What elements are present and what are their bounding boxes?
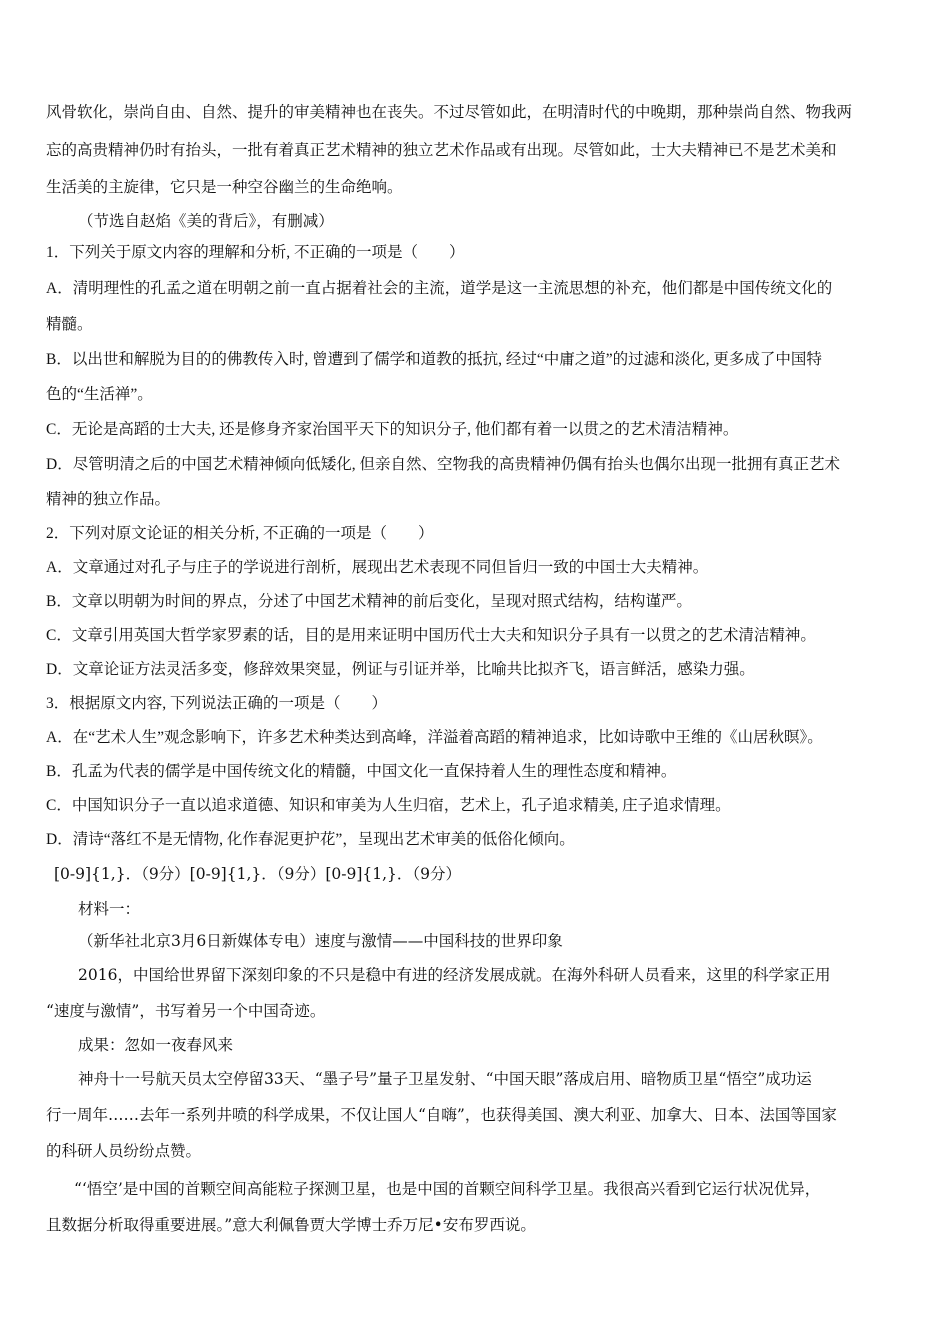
news-headline: （新华社北京3月6日新媒体专电）速度与激情——中国科技的世界印象 bbox=[78, 932, 563, 950]
text-line: 生活美的主旋律，它只是一种空谷幽兰的生命绝响。 bbox=[46, 178, 403, 196]
question-1-option-c: C．无论是高蹈的士大夫, 还是修身齐家治国平天下的知识分子, 他们都有着一以贯之的艺术清洁精神。 bbox=[46, 421, 739, 438]
question-2-stem: 2．下列对原文论证的相关分析, 不正确的一项是（ ） bbox=[46, 525, 434, 542]
text-line: 行一周年……去年一系列井喷的科学成果，不仅让国人“自嗨”，也获得美国、澳大利亚、加拿大、日本、法国等国家 bbox=[46, 1106, 837, 1124]
source-note: （节选自赵焰《美的背后》，有删减） bbox=[78, 212, 334, 230]
question-3-option-b: B．孔孟为代表的儒学是中国传统文化的精髓，中国文化一直保持着人生的理性态度和精神。 bbox=[46, 763, 677, 780]
text-line: 风骨软化，崇尚自由、自然、提升的审美精神也在丧失。不过尽管如此，在明清时代的中晚期，那种崇尚自然、物我两 bbox=[46, 103, 853, 121]
question-3-option-d: D．清诗“落红不是无情物, 化作春泥更护花”，呈现出艺术审美的低俗化倾向。 bbox=[46, 831, 575, 848]
material-heading: 材料一： bbox=[78, 900, 141, 918]
text-line: “‘悟空’是中国的首颗空间高能粒子探测卫星，也是中国的首颗空间科学卫星。我很高兴看到它运行状况优异， bbox=[74, 1180, 821, 1198]
question-1-option-d-cont: 精神的独立作品。 bbox=[46, 491, 171, 508]
question-1-option-d: D．尽管明清之后的中国艺术精神倾向低矮化, 但亲自然、空物我的高贵精神仍偶有抬头也偶尔出现一批拥有真正艺术 bbox=[46, 456, 840, 473]
text-line: 的科研人员纷纷点赞。 bbox=[46, 1142, 202, 1160]
question-3-option-a: A．在“艺术人生”观念影响下，许多艺术种类达到高峰，洋溢着高蹈的精神追求，比如诗歌中王维的《山居秋暝》。 bbox=[46, 729, 823, 746]
text-line: “速度与激情”，书写着另一个中国奇迹。 bbox=[46, 1002, 326, 1020]
question-1-option-b: B．以出世和解脱为目的的佛教传入时, 曾遭到了儒学和道教的抵抗, 经过“中庸之道”的过滤和淡化, 更多成了中国特 bbox=[46, 351, 822, 368]
text-line: 神舟十一号航天员太空停留33天、“墨子号”量子卫星发射、“中国天眼”落成启用、暗物质卫星“悟空”成功运 bbox=[78, 1070, 812, 1088]
question-1-option-b-cont: 色的“生活禅”。 bbox=[46, 386, 153, 403]
question-1-stem: 1．下列关于原文内容的理解和分析, 不正确的一项是（ ） bbox=[46, 244, 465, 261]
text-line: 忘的高贵精神仍时有抬头，一批有着真正艺术精神的独立艺术作品或有出现。尽管如此，士大夫精神已不是艺术美和 bbox=[46, 141, 837, 159]
question-2-option-c: C．文章引用英国大哲学家罗素的话，目的是用来证明中国历代士大夫和知识分子具有一以贯之的艺术清洁精神。 bbox=[46, 627, 816, 644]
question-3-option-c: C．中国知识分子一直以追求道德、知识和审美为人生归宿，艺术上，孔子追求精美, 庄子追求情理。 bbox=[46, 797, 731, 814]
question-2-option-d: D．文章论证方法灵活多变，修辞效果突显，例证与引证并举，比喻共比拟齐飞，语言鲜活，感染力强。 bbox=[46, 661, 755, 678]
question-1-option-a: A．清明理性的孔孟之道在明朝之前一直占据着社会的主流，道学是这一主流思想的补充，他们都是中国传统文化的 bbox=[46, 280, 833, 297]
question-1-option-a-cont: 精髓。 bbox=[46, 316, 93, 333]
question-2-option-a: A．文章通过对孔子与庄子的学说进行剖析，展现出艺术表现不同但旨归一致的中国士大夫精神。 bbox=[46, 559, 709, 576]
question-2-option-b: B．文章以明朝为时间的界点，分述了中国艺术精神的前后变化，呈现对照式结构，结构谨严。 bbox=[46, 593, 692, 610]
text-line: 2016，中国给世界留下深刻印象的不只是稳中有进的经济发展成就。在海外科研人员看来，这里的科学家正用 bbox=[78, 966, 831, 984]
section-score-line: [0-9]{1,}．（9分）[0-9]{1,}．（9分）[0-9]{1,}．（9分） bbox=[54, 865, 462, 883]
question-3-stem: 3．根据原文内容, 下列说法正确的一项是（ ） bbox=[46, 695, 388, 712]
subheading: 成果：忽如一夜春风来 bbox=[78, 1036, 234, 1054]
text-line: 且数据分析取得重要进展。”意大利佩鲁贾大学博士乔万尼•安布罗西说。 bbox=[46, 1216, 536, 1234]
